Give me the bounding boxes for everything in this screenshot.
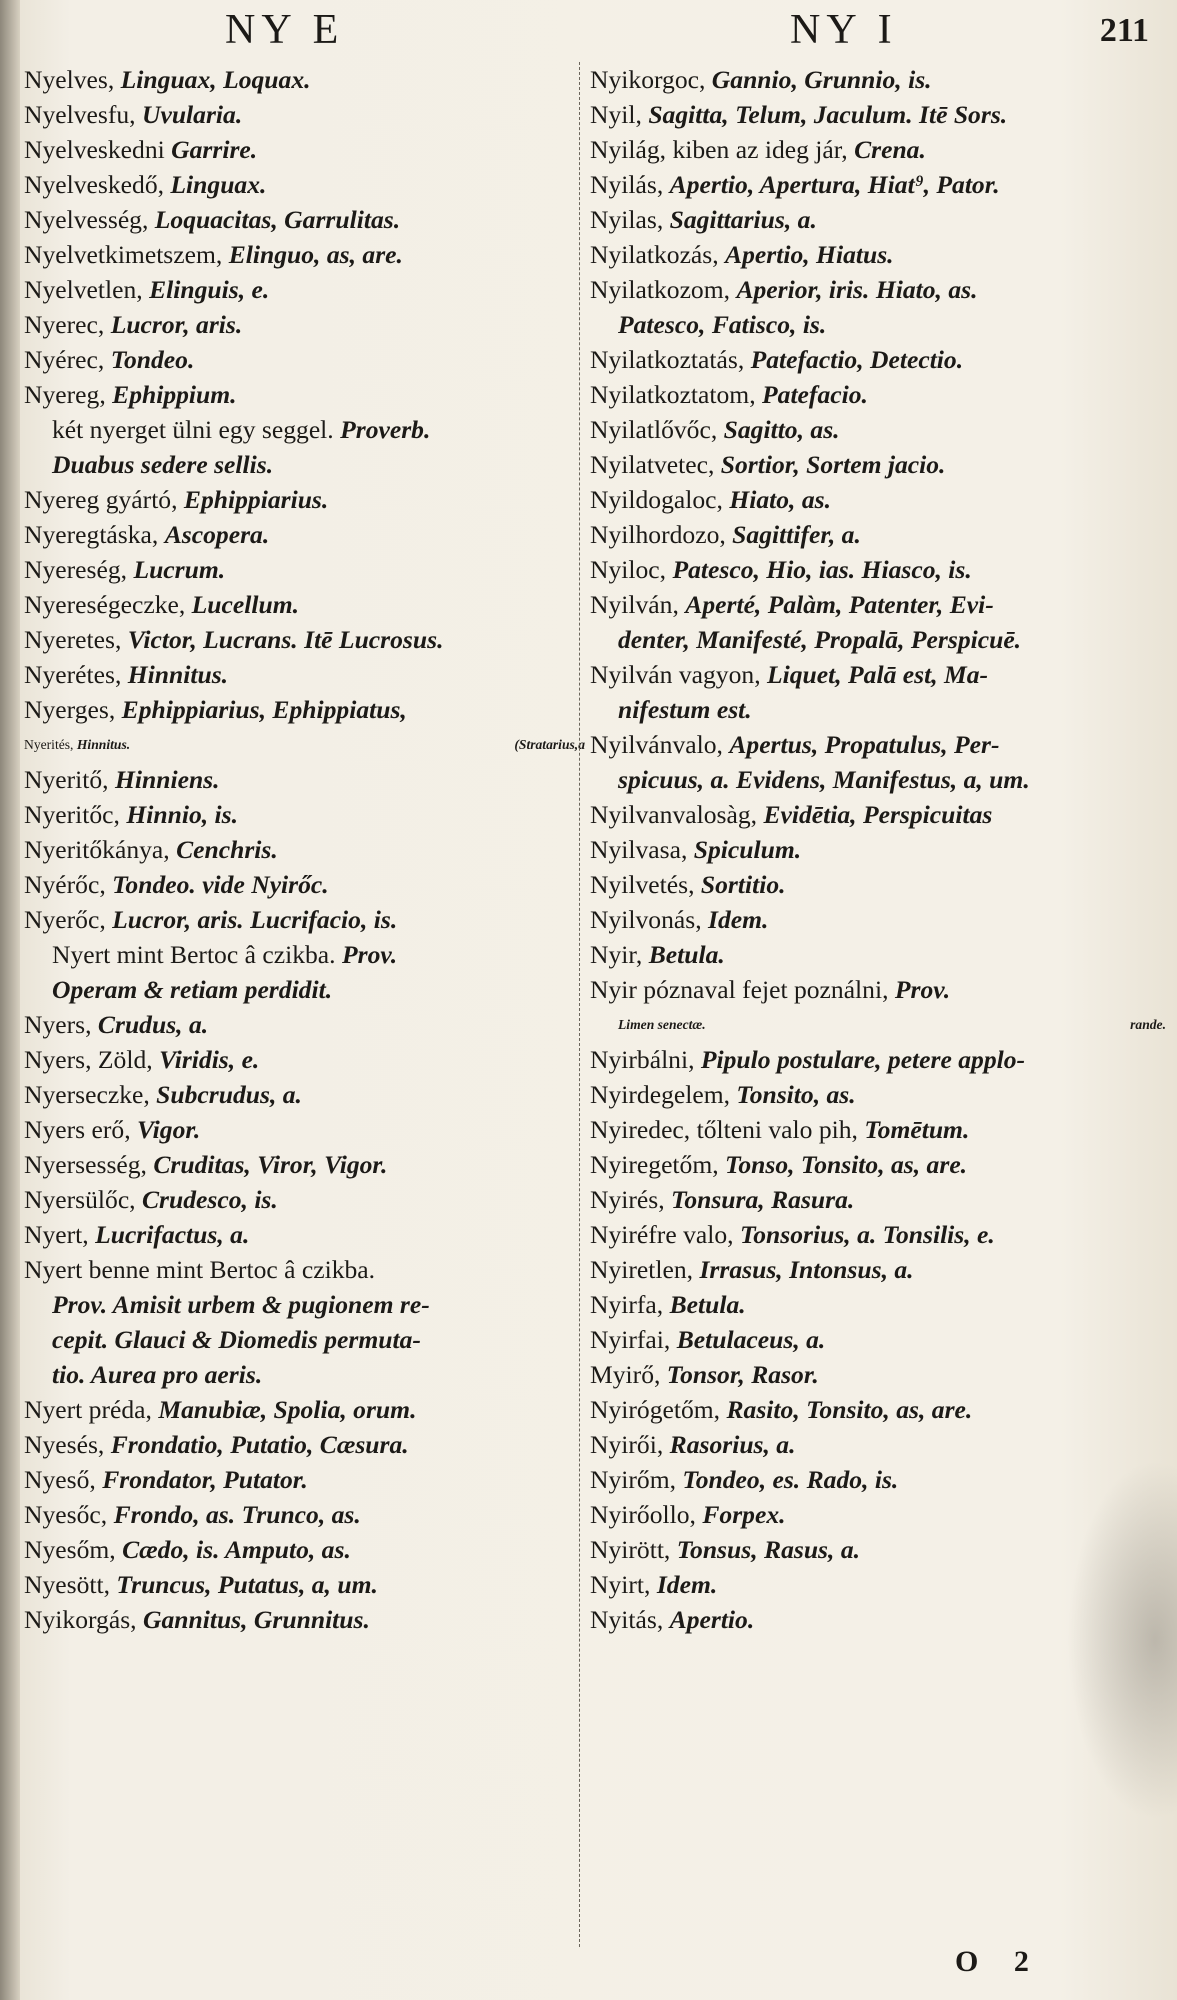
column-divider [579, 62, 581, 1947]
dictionary-entry [24, 1112, 579, 1147]
dictionary-entry [590, 447, 1160, 482]
entry-latin-gloss: Crudesco, is. [141, 1185, 278, 1214]
dictionary-entry [590, 412, 1160, 447]
entry-latin-gloss: Apertio, Apertura, Hiat⁹, Pator. [669, 170, 1000, 199]
dictionary-entry [24, 657, 579, 692]
dictionary-entry [24, 1497, 579, 1532]
entry-latin-gloss: nifestum est. [618, 695, 752, 724]
entry-latin-gloss: Lucror, aris. Lucrifacio, is. [112, 905, 398, 934]
entry-headword: Nyikorgoc, [590, 65, 712, 94]
entry-latin-gloss: Prov. Amisit urbem & pugionem re- [52, 1290, 430, 1319]
entry-headword: Nyirés, [590, 1185, 672, 1214]
dictionary-entry [590, 762, 1160, 797]
dictionary-entry [24, 447, 579, 482]
dictionary-entry [590, 1462, 1160, 1497]
entry-latin-gloss: Ephippiarius, Ephippiatus, [121, 695, 407, 724]
entry-headword: Nyiredec, tőlteni valo pih, [590, 1115, 865, 1144]
dictionary-entry [590, 97, 1160, 132]
entry-latin-gloss: Patefacio. [762, 380, 868, 409]
entry-headword: Nyeritőkánya, [24, 835, 177, 864]
entry-headword: Nyeretes, [24, 625, 128, 654]
entry-latin-gloss: Patesco, Fatisco, is. [618, 310, 827, 339]
entry-headword: Nyeső, [24, 1465, 103, 1494]
dictionary-entry [24, 517, 579, 552]
entry-latin-gloss: Pipulo postulare, petere applo- [700, 1045, 1026, 1074]
dictionary-entry [24, 1392, 579, 1427]
entry-headword: Nyir, [590, 940, 649, 969]
entry-headword: Nyir póznaval fejet poználni, [590, 975, 895, 1004]
entry-headword: Nyilhordozo, [590, 520, 733, 549]
dictionary-entry [590, 902, 1160, 937]
entry-headword: Nyilás, [590, 170, 670, 199]
page-edge-shadow [0, 0, 20, 2000]
entry-latin-gloss: Patefactio, Detectio. [750, 345, 964, 374]
entry-headword: Nyerőc, [24, 905, 113, 934]
entry-headword: Nyelvetkimetszem, [24, 240, 229, 269]
entry-latin-gloss: Elinguo, as, are. [228, 240, 403, 269]
entry-latin-gloss: denter, Manifesté, Propalā, Perspicuē. [618, 625, 1022, 654]
entry-headword: Nyilatkozás, [590, 240, 726, 269]
entry-headword: Nyérőc, [24, 870, 113, 899]
entry-latin-gloss: Idem. [708, 905, 769, 934]
entry-latin-gloss: Sagitta, Telum, Jaculum. Itē Sors. [648, 100, 1008, 129]
entry-headword: Nyerités, [24, 737, 77, 752]
entry-headword: Myirő, [590, 1360, 667, 1389]
entry-latin-gloss: Tondeo. [110, 345, 195, 374]
entry-headword: Nyelvesség, [24, 205, 155, 234]
entry-latin-gloss: Hinnio, is. [126, 800, 239, 829]
signature-mark: O 2 [955, 1945, 1043, 1978]
entry-headword: Nyil, [590, 100, 649, 129]
dictionary-entry [24, 412, 579, 447]
right-running-head: NY I [790, 7, 898, 53]
entry-latin-gloss: Prov. [894, 975, 951, 1004]
entry-headword: Nyiregetőm, [590, 1150, 726, 1179]
entry-latin-gloss: Manubiæ, Spolia, orum. [158, 1395, 417, 1424]
entry-latin-gloss: Truncus, Putatus, a, um. [116, 1570, 378, 1599]
dictionary-entry [590, 377, 1160, 412]
dictionary-entry [590, 657, 1160, 692]
dictionary-entry [590, 937, 1160, 972]
entry-latin-gloss: Gannitus, Grunnitus. [142, 1605, 370, 1634]
entry-latin-gloss: cepit. Glauci & Diomedis permuta- [52, 1325, 421, 1354]
dictionary-entry [24, 937, 579, 972]
dictionary-entry [590, 1427, 1160, 1462]
dictionary-entry [590, 622, 1160, 657]
dictionary-entry [590, 307, 1160, 342]
dictionary-entry [24, 1357, 579, 1392]
dictionary-entry [590, 517, 1160, 552]
dictionary-entry [24, 587, 579, 622]
entry-latin-gloss: Garrire. [171, 135, 258, 164]
dictionary-entry [590, 867, 1160, 902]
dictionary-entry [24, 1007, 579, 1042]
left-running-head: NY E [225, 7, 345, 53]
entry-side-note: rande. [1130, 1017, 1166, 1032]
entry-latin-gloss: Betula. [669, 1290, 746, 1319]
entry-latin-gloss: Tomētum. [864, 1115, 970, 1144]
entry-headword: Nyiloc, [590, 555, 673, 584]
entry-headword: Nyiretlen, [590, 1255, 700, 1284]
dictionary-entry [590, 1287, 1160, 1322]
entry-latin-gloss: Patesco, Hio, ias. Hiasco, is. [672, 555, 972, 584]
entry-headword: Nyelvetlen, [24, 275, 150, 304]
page-number: 211 [1099, 12, 1149, 49]
dictionary-entry [24, 1462, 579, 1497]
entry-latin-gloss: Lucellum. [191, 590, 300, 619]
dictionary-entry [24, 727, 585, 762]
dictionary-entry [24, 902, 579, 937]
dictionary-entry [590, 1497, 1160, 1532]
entry-latin-gloss: Sagitto, as. [723, 415, 840, 444]
entry-headword: Nyirőollo, [590, 1500, 703, 1529]
entry-latin-gloss: Tonsorius, a. Tonsilis, e. [739, 1220, 995, 1249]
dictionary-entry [24, 1532, 579, 1567]
entry-latin-gloss: Ephippium. [112, 380, 237, 409]
entry-headword: Nyilvanvalosàg, [590, 800, 764, 829]
dictionary-entry [24, 972, 579, 1007]
dictionary-entry [24, 132, 579, 167]
entry-latin-gloss: Frondatio, Putatio, Cæsura. [110, 1430, 409, 1459]
entry-latin-gloss: Limen senectæ. [618, 1017, 706, 1032]
entry-headword: Nyert mint Bertoc â czikba. [52, 940, 342, 969]
entry-latin-gloss: Hinniens. [114, 765, 220, 794]
entry-latin-gloss: Cædo, is. Amputo, as. [122, 1535, 351, 1564]
entry-latin-gloss: Tonsura, Rasura. [671, 1185, 855, 1214]
entry-latin-gloss: Subcrudus, a. [156, 1080, 302, 1109]
dictionary-entry [24, 1147, 579, 1182]
dictionary-entry [590, 1392, 1160, 1427]
entry-latin-gloss: Prov. [341, 940, 398, 969]
entry-headword: Nyilatkoztatom, [590, 380, 763, 409]
dictionary-entry [24, 482, 579, 517]
entry-headword: Nyitás, [590, 1605, 670, 1634]
entry-headword: Nyirt, [590, 1570, 657, 1599]
dictionary-entry [24, 552, 579, 587]
entry-latin-gloss: Uvularia. [141, 100, 243, 129]
entry-latin-gloss: Sortitio. [700, 870, 786, 899]
dictionary-entry [590, 272, 1160, 307]
dictionary-entry [24, 622, 579, 657]
entry-latin-gloss: spicuus, a. Evidens, Manifestus, a, um. [618, 765, 1030, 794]
entry-latin-gloss: Sortior, Sortem jacio. [720, 450, 946, 479]
dictionary-entry [24, 1322, 579, 1357]
entry-headword: Nyilatkozom, [590, 275, 737, 304]
entry-latin-gloss: Forpex. [702, 1500, 786, 1529]
dictionary-entry [24, 692, 579, 727]
dictionary-entry [24, 342, 579, 377]
entry-headword: Nyirői, [590, 1430, 670, 1459]
entry-headword: Nyesőc, [24, 1500, 114, 1529]
entry-headword: Nyeritő, [24, 765, 115, 794]
dictionary-entry [24, 272, 579, 307]
entry-latin-gloss: Hinnitus. [127, 660, 229, 689]
dictionary-entry [24, 1182, 579, 1217]
dictionary-entry [590, 1357, 1160, 1392]
dictionary-entry [24, 832, 579, 867]
dictionary-entry [590, 552, 1160, 587]
entry-headword: Nyilván vagyon, [590, 660, 767, 689]
entry-latin-gloss: Sagittarius, a. [669, 205, 817, 234]
entry-headword: Nyers, [24, 1010, 98, 1039]
dictionary-entry [590, 797, 1160, 832]
dictionary-entry [24, 167, 579, 202]
entry-headword: Nyesés, [24, 1430, 111, 1459]
entry-headword: Nyilvetés, [590, 870, 701, 899]
entry-latin-gloss: Sagittifer, a. [732, 520, 861, 549]
dictionary-entry [24, 1252, 579, 1287]
entry-latin-gloss: Ephippiarius. [183, 485, 329, 514]
dictionary-entry [24, 1217, 579, 1252]
entry-headword: Nyirfai, [590, 1325, 677, 1354]
entry-latin-gloss: Victor, Lucrans. Itē Lucrosus. [127, 625, 444, 654]
entry-latin-gloss: Tonsor, Rasor. [666, 1360, 819, 1389]
dictionary-entry [590, 1217, 1160, 1252]
entry-headword: Nyert préda, [24, 1395, 159, 1424]
entry-latin-gloss: Rasito, Tonsito, as, are. [726, 1395, 973, 1424]
entry-latin-gloss: Proverb. [340, 415, 431, 444]
entry-headword: Nyeritőc, [24, 800, 127, 829]
dictionary-entry [24, 202, 579, 237]
entry-headword: Nyirógetőm, [590, 1395, 727, 1424]
entry-headword: Nyereségeczke, [24, 590, 192, 619]
entry-headword: Nyereség, [24, 555, 134, 584]
entry-headword: Nyilág, kiben az ideg jár, [590, 135, 855, 164]
entry-headword: Nyeregtáska, [24, 520, 165, 549]
dictionary-entry [590, 1252, 1160, 1287]
entry-headword: Nyersülőc, [24, 1185, 142, 1214]
entry-latin-gloss: Tonso, Tonsito, as, are. [725, 1150, 968, 1179]
entry-headword: Nyiréfre valo, [590, 1220, 740, 1249]
entry-latin-gloss: Apertio, Hiatus. [725, 240, 894, 269]
entry-headword: Nyesőm, [24, 1535, 123, 1564]
entry-latin-gloss: Betula. [648, 940, 725, 969]
entry-headword: Nyelveskedő, [24, 170, 171, 199]
dictionary-entry [590, 1042, 1160, 1077]
right-column [590, 62, 1166, 1637]
entry-headword: Nyilatkoztatás, [590, 345, 751, 374]
entry-headword: Nyelvesfu, [24, 100, 142, 129]
entry-latin-gloss: Frondator, Putator. [102, 1465, 308, 1494]
entry-headword: Nyilas, [590, 205, 670, 234]
entry-headword: két nyerget ülni egy seggel. [52, 415, 341, 444]
entry-latin-gloss: Duabus sedere sellis. [52, 450, 274, 479]
dictionary-entry [590, 1567, 1160, 1602]
dictionary-entry [24, 1602, 579, 1637]
entry-headword: Nyers erő, [24, 1115, 137, 1144]
entry-latin-gloss: Betulaceus, a. [676, 1325, 826, 1354]
dictionary-entry [590, 692, 1160, 727]
dictionary-entry [590, 1322, 1160, 1357]
dictionary-entry [24, 1567, 579, 1602]
entry-latin-gloss: Aperté, Palàm, Patenter, Evi- [685, 590, 994, 619]
dictionary-entry [590, 482, 1160, 517]
entry-latin-gloss: Irrasus, Intonsus, a. [699, 1255, 914, 1284]
entry-headword: Nyirbálni, [590, 1045, 701, 1074]
entry-latin-gloss: Idem. [656, 1570, 718, 1599]
entry-latin-gloss: Loquacitas, Garrulitas. [154, 205, 401, 234]
entry-latin-gloss: Hiato, as. [729, 485, 832, 514]
dictionary-entry [590, 1112, 1160, 1147]
entry-latin-gloss: Spiculum. [693, 835, 802, 864]
dictionary-entry [24, 1427, 579, 1462]
dictionary-entry [590, 342, 1160, 377]
entry-headword: Nyérec, [24, 345, 111, 374]
entry-latin-gloss: Apertio. [669, 1605, 755, 1634]
entry-latin-gloss: Tondeo, es. Rado, is. [682, 1465, 899, 1494]
entry-latin-gloss: Lucror, aris. [110, 310, 243, 339]
dictionary-entry [590, 62, 1160, 97]
entry-latin-gloss: Linguax. [170, 170, 267, 199]
dictionary-entry [24, 62, 579, 97]
entry-latin-gloss: Elinguis, e. [149, 275, 270, 304]
entry-latin-gloss: Rasorius, a. [669, 1430, 796, 1459]
dictionary-entry [590, 832, 1160, 867]
entry-headword: Nyerétes, [24, 660, 128, 689]
entry-headword: Nyilatvetec, [590, 450, 721, 479]
dictionary-entry [24, 762, 579, 797]
entry-headword: Nyirőm, [590, 1465, 683, 1494]
entry-headword: Nyilvonás, [590, 905, 709, 934]
entry-headword: Nyerec, [24, 310, 111, 339]
dictionary-entry [24, 797, 579, 832]
left-column [24, 62, 585, 1637]
entry-latin-gloss: Viridis, e. [159, 1045, 260, 1074]
entry-latin-gloss: Operam & retiam perdidit. [52, 975, 333, 1004]
dictionary-entry [590, 132, 1160, 167]
dictionary-entry [590, 1147, 1160, 1182]
dictionary-entry [590, 972, 1160, 1007]
entry-latin-gloss: Crudus, a. [97, 1010, 209, 1039]
entry-latin-gloss: Vigor. [137, 1115, 201, 1144]
entry-headword: Nyers, Zöld, [24, 1045, 160, 1074]
entry-headword: Nyereg gyártó, [24, 485, 184, 514]
entry-latin-gloss: Evidētia, Perspicuitas [763, 800, 993, 829]
dictionary-entry [590, 167, 1160, 202]
entry-latin-gloss: Tonsus, Rasus, a. [676, 1535, 861, 1564]
dictionary-entry [24, 1042, 579, 1077]
dictionary-entry [590, 587, 1160, 622]
entry-headword: Nyikorgás, [24, 1605, 143, 1634]
entry-latin-gloss: Gannio, Grunnio, is. [711, 65, 932, 94]
entry-headword: Nyelves, [24, 65, 121, 94]
entry-latin-gloss: Cenchris. [176, 835, 278, 864]
dictionary-entry [590, 1007, 1166, 1042]
dictionary-entry [24, 237, 579, 272]
entry-headword: Nyirött, [590, 1535, 677, 1564]
entry-latin-gloss: Hinnitus. [76, 737, 131, 752]
dictionary-entry [590, 1532, 1160, 1567]
entry-headword: Nyildogaloc, [590, 485, 730, 514]
entry-latin-gloss: Ascopera. [164, 520, 270, 549]
entry-latin-gloss: Linguax, Loquax. [120, 65, 311, 94]
entry-headword: Nyert benne mint Bertoc â czikba. [24, 1255, 376, 1284]
dictionary-entry [24, 1077, 579, 1112]
entry-latin-gloss: Aperior, iris. Hiato, as. [736, 275, 978, 304]
entry-headword: Nyilvánvalo, [590, 730, 730, 759]
entry-headword: Nyilvasa, [590, 835, 694, 864]
dictionary-entry [590, 1077, 1160, 1112]
entry-latin-gloss: Lucrum. [133, 555, 226, 584]
entry-headword: Nyirfa, [590, 1290, 670, 1319]
entry-side-note: (Stratarius,a [514, 737, 585, 752]
dictionary-entry [590, 1182, 1160, 1217]
entry-headword: Nyerseczke, [24, 1080, 157, 1109]
entry-headword: Nyersesség, [24, 1150, 154, 1179]
entry-headword: Nyert, [24, 1220, 96, 1249]
dictionary-entry [24, 307, 579, 342]
dictionary-entry [24, 97, 579, 132]
entry-headword: Nyereg, [24, 380, 113, 409]
dictionary-entry [24, 377, 579, 412]
entry-latin-gloss: Liquet, Palā est, Ma- [767, 660, 989, 689]
dictionary-entry [590, 1602, 1160, 1637]
entry-headword: Nyilván, [590, 590, 686, 619]
entry-headword: Nyesött, [24, 1570, 117, 1599]
entry-latin-gloss: Tonsito, as. [736, 1080, 856, 1109]
dictionary-entry [590, 237, 1160, 272]
dictionary-entry [24, 1287, 579, 1322]
entry-latin-gloss: Frondo, as. Trunco, as. [113, 1500, 361, 1529]
dictionary-entry [590, 727, 1160, 762]
entry-headword: Nyelveskedni [24, 135, 172, 164]
entry-latin-gloss: Crena. [854, 135, 926, 164]
entry-headword: Nyirdegelem, [590, 1080, 737, 1109]
entry-latin-gloss: Tondeo. vide Nyirőc. [112, 870, 329, 899]
entry-headword: Nyilatlővőc, [590, 415, 724, 444]
entry-latin-gloss: tio. Aurea pro aeris. [52, 1360, 263, 1389]
entry-latin-gloss: Cruditas, Viror, Vigor. [153, 1150, 388, 1179]
entry-latin-gloss: Apertus, Propatulus, Per- [729, 730, 1000, 759]
entry-latin-gloss: Lucrifactus, a. [95, 1220, 250, 1249]
dictionary-entry [590, 202, 1160, 237]
dictionary-entry [24, 867, 579, 902]
entry-headword: Nyerges, [24, 695, 122, 724]
